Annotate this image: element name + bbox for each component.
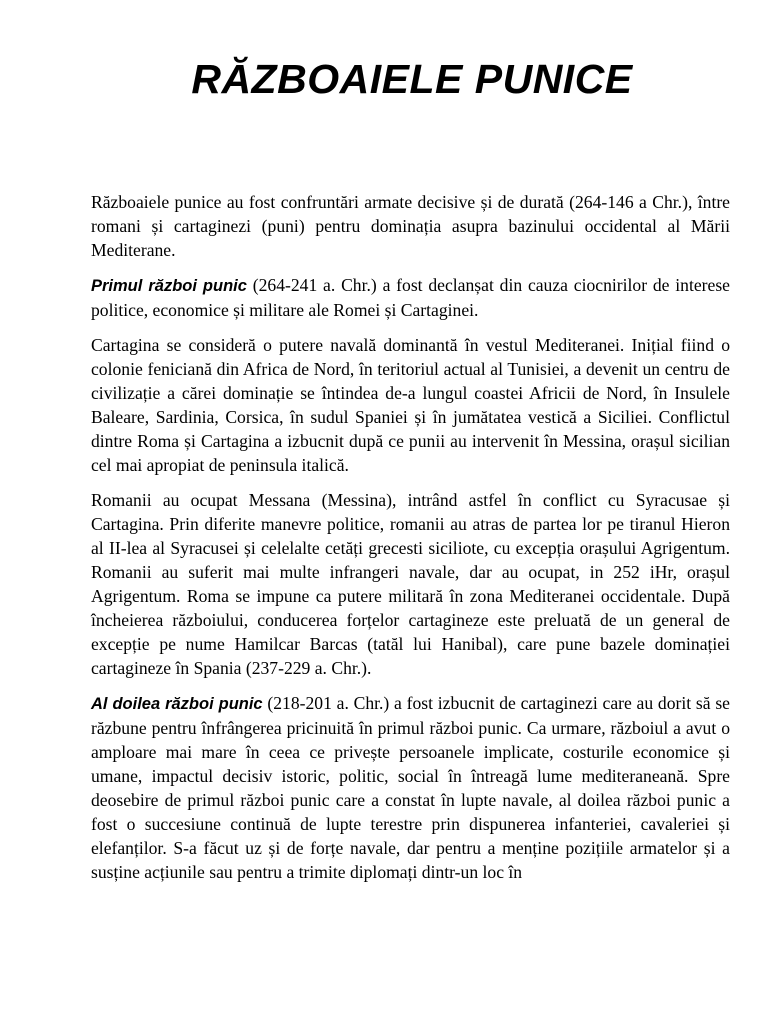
paragraph-text: Războaiele punice au fost confruntări armate decisive și de durată (264-146 a Chr.), între romani și cartaginezi (puni) pentru dominația asupra bazinului occidental al Mării Mediterane. — [91, 192, 730, 260]
paragraph-second-war — [91, 691, 730, 884]
paragraph-text: (264-241 a. Chr.) a fost declanșat din cauza ciocnirilor de interese politice, economice și militare ale Romei și Cartaginei. — [91, 275, 730, 320]
document-body — [91, 190, 730, 895]
paragraph-first-war — [91, 273, 730, 322]
paragraph-intro — [91, 190, 730, 262]
paragraph-lead-second-war: Al doilea război punic — [91, 695, 263, 713]
paragraph-romans — [91, 488, 730, 680]
page-title: RĂZBOAIELE PUNICE — [191, 56, 633, 102]
paragraph-lead-first-war: Primul război punic — [91, 277, 247, 295]
paragraph-text: Romanii au ocupat Messana (Messina), intrând astfel în conflict cu Syracusae și Cartagina. Prin diferite manevre politice, romanii au atras de partea lor pe tiranul Hieron al II-lea al Syracusei și celelalte cetăți grecesti siciliote, cu excepția orașului Agrigentum. Romanii au suferit mai multe infrangeri navale, dar au ocupat, in 252 iHr, orașul Agrigentum. Roma se impune ca putere militară în zona Mediteranei occidentale. După încheierea războiului, conducerea forțelor cartagineze este preluată de un general de excepție pe nume Hamilcar Barcas (tatăl lui Hanibal), care pune bazele dominației cartagineze în Spania (237-229 a. Chr.). — [91, 490, 730, 678]
paragraph-text: (218-201 a. Chr.) a fost izbucnit de cartaginezi care au dorit să se răzbune pentru înfrângerea pricinuită în primul război punic. Ca urmare, războiul a avut o amploare mai mare în ceea ce privește persoanele implicate, costurile economice și umane, impactul decisiv istoric, politic, social în întreagă lume mediteraneană. Spre deosebire de primul război punic care a constat în lupte navale, al doilea război punic a fost o succesiune continuă de lupte terestre prin dispunerea infanteriei, cavaleriei și elefanților. S-a făcut uz și de forțe navale, dar pentru a menține pozițiile armatelor și a susține acțiunile sau pentru a trimite diplomați dintr-un loc în — [91, 693, 730, 882]
paragraph-text: Cartagina se consideră o putere navală dominantă în vestul Mediteranei. Inițial fiind o colonie feniciană din Africa de Nord, în teritoriul actual al Tunisiei, a devenit un centru de civilizație a cărei dominație se întindea de-a lungul coastei Africii de Nord, în Insulele Baleare, Sardinia, Corsica, în sudul Spaniei și în jumătatea vestică a Siciliei. Conflictul dintre Roma și Cartagina a izbucnit după ce punii au intervenit în Messina, orașul sicilian cel mai apropiat de peninsula italică. — [91, 335, 730, 475]
paragraph-carthage — [91, 333, 730, 477]
